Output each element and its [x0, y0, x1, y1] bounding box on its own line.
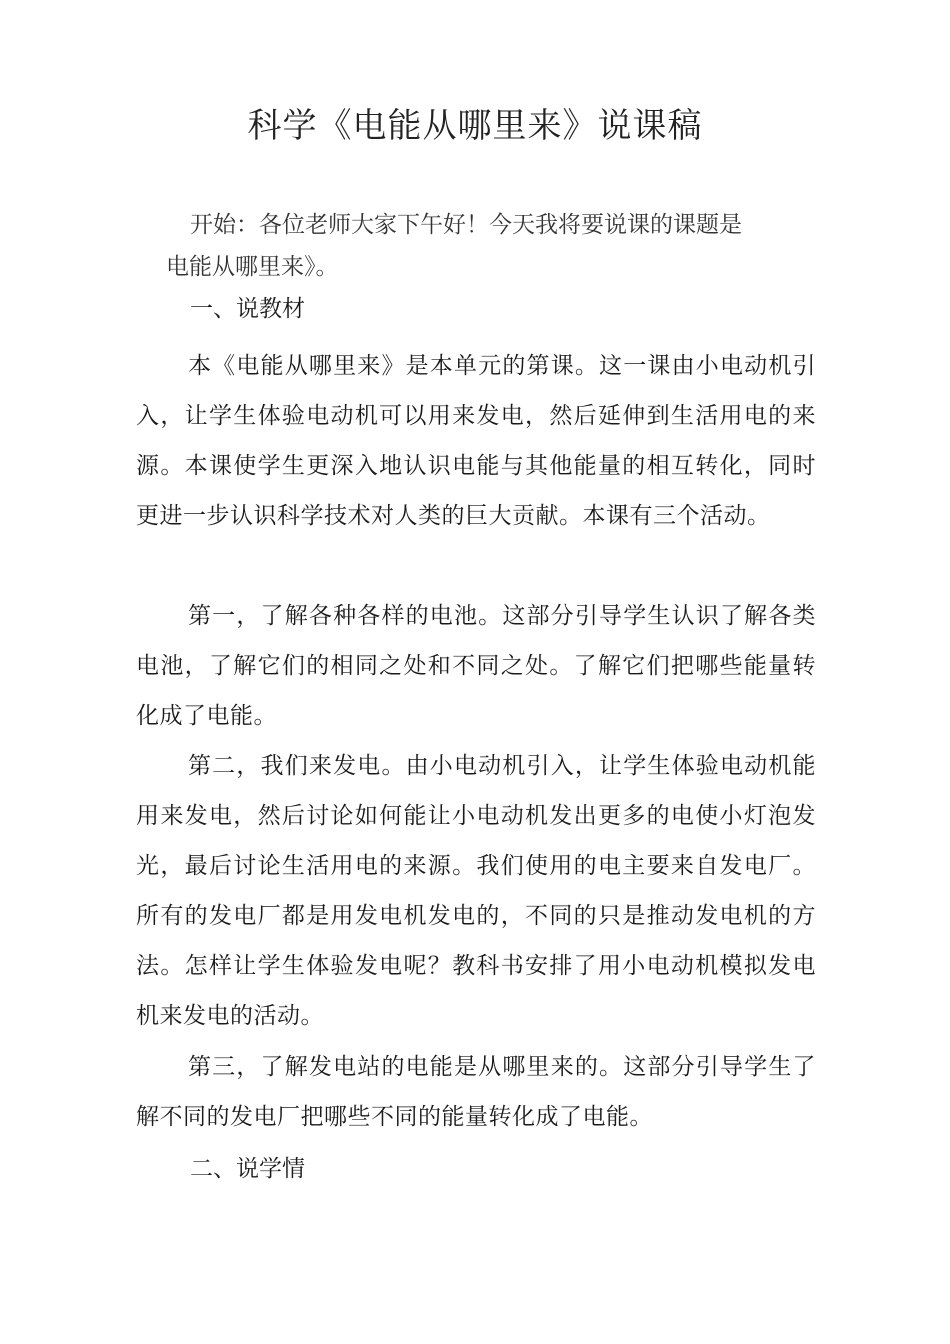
- paragraph-textbook-overview: 本《电能从哪里来》是本单元的第课。这一课由小电动机引入，让学生体验电动机可以用来发电，然后延伸到生活用电的来源。本课使学生更深入地认识电能与其他能量的相互转化，同时更进一步认识科学技术对人类的巨大贡献。本课有三个活动。: [136, 353, 816, 529]
- document-title: 科学《电能从哪里来》说课稿: [247, 106, 703, 146]
- paragraph-activity-two: 第二，我们来发电。由小电动机引入，让学生体验电动机能用来发电，然后讨论如何能让小电动机发出更多的电使小灯泡发光，最后讨论生活用电的来源。我们使用的电主要来自发电厂。所有的发电厂都是用发电机发电的，不同的只是推动发电机的方法。怎样让学生体验发电呢？教科书安排了用小电动机模拟发电机来发电的活动。: [136, 753, 816, 1029]
- section-heading-learners: 二、说学情: [190, 1156, 305, 1182]
- intro-line-2: 电能从哪里来》。: [166, 254, 339, 280]
- paragraph-activity-three: 第三，了解发电站的电能是从哪里来的。这部分引导学生了解不同的发电厂把哪些不同的能量转化成了电能。: [136, 1054, 816, 1130]
- intro-line-1: 开始：各位老师大家下午好！今天我将要说课的课题是: [190, 212, 742, 238]
- section-heading-textbook: 一、说教材: [190, 296, 305, 322]
- paragraph-activity-one: 第一，了解各种各样的电池。这部分引导学生认识了解各类电池，了解它们的相同之处和不同之处。了解它们把哪些能量转化成了电能。: [136, 603, 816, 729]
